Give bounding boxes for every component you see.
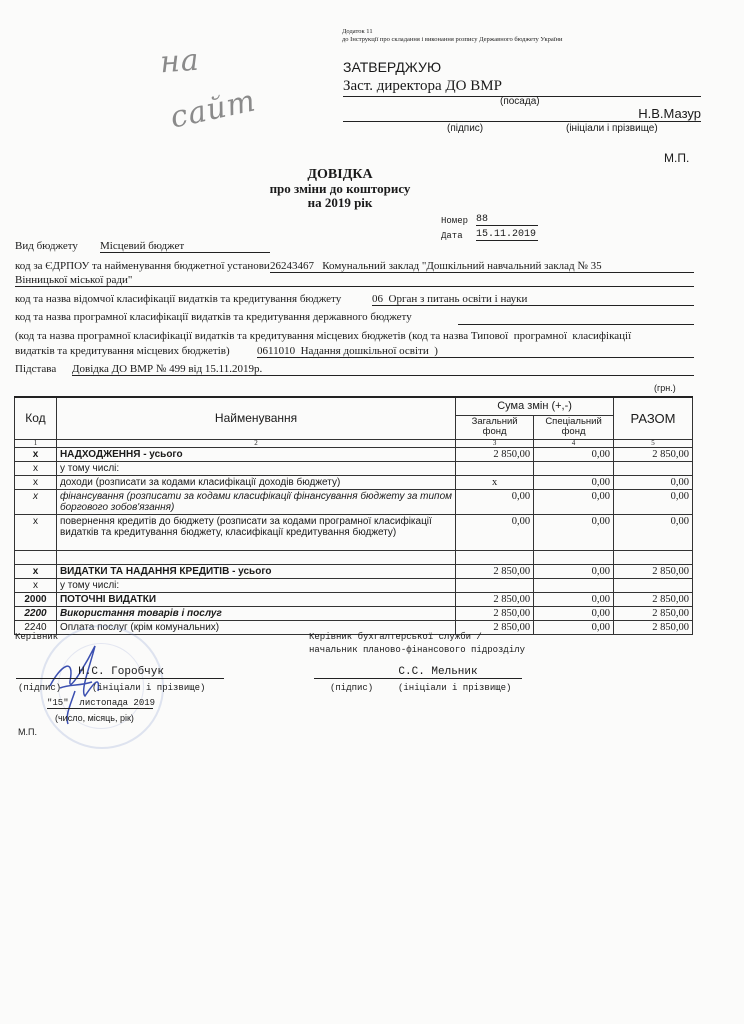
code-cell: х (15, 489, 57, 514)
head-name (16, 666, 224, 679)
handwritten-note-line1: на (158, 42, 201, 81)
special-fund-cell: 0,00 (534, 592, 614, 606)
name-cell: у тому числі: (56, 578, 455, 592)
general-fund-cell (456, 578, 534, 592)
accountant-name-text: С.С. Мельник (398, 666, 478, 678)
sign-date (47, 698, 156, 709)
changes-table (14, 396, 693, 635)
approval-name: Н.В.Мазур (343, 106, 701, 122)
special-fund-cell (534, 578, 614, 592)
total-cell: 0,00 (614, 475, 693, 489)
doc-number-label: Номер (441, 216, 469, 226)
code-cell: х (15, 578, 57, 592)
total-cell: 2 850,00 (614, 564, 693, 578)
general-fund-cell: 2 850,00 (456, 606, 534, 620)
special-fund-cell (534, 461, 614, 475)
budget-type-label: Вид бюджету (15, 240, 78, 252)
code-cell: 2240 (15, 620, 57, 634)
total-cell: 2 850,00 (614, 447, 693, 461)
total-cell (614, 461, 693, 475)
head-name-caption: (ініціали і прізвище) (92, 683, 206, 693)
header-special-fund: Спеціальний фонд (534, 415, 614, 439)
table-row (15, 489, 693, 514)
general-fund-cell: 2 850,00 (456, 447, 534, 461)
col-number: 2 (56, 439, 455, 447)
approval-name-caption: (ініціали і прізвище) (566, 123, 658, 134)
name-cell: у тому числі: (56, 461, 455, 475)
special-fund-cell: 0,00 (534, 447, 614, 461)
special-fund-cell (534, 550, 614, 564)
head-name-text: Н.С. Горобчук (78, 666, 164, 678)
currency-unit: (грн.) (654, 383, 676, 393)
header-code: Код (15, 397, 57, 439)
state-prog-label: код та назва програмної класифікації видатків та кредитування державного бюджету (15, 311, 412, 323)
name-cell: фінансування (розписати за кодами класифікації фінансування бюджету за типом боргового зобов'язання) (56, 489, 455, 514)
appendix-line2: до Інструкції про складання і виконання розпису Державного бюджету України (342, 36, 563, 43)
col-number: 5 (614, 439, 693, 447)
table-row (15, 592, 693, 606)
general-fund-cell: 2 850,00 (456, 592, 534, 606)
code-cell: 2200 (15, 606, 57, 620)
accountant-name-caption: (ініціали і прізвище) (398, 683, 512, 693)
approval-position-caption: (посада) (500, 96, 540, 107)
accountant-label-line2: начальник планово-фінансового підрозділу (309, 645, 526, 655)
basis-value: Довідка ДО ВМР № 499 від 15.11.2019р. (72, 363, 694, 376)
header-name: Найменування (56, 397, 455, 439)
local-prog-value: 0611010 Надання дошкільної освіти ) (257, 345, 694, 358)
table-row (15, 514, 693, 550)
name-cell: НАДХОДЖЕННЯ - усього (56, 447, 455, 461)
total-cell: 0,00 (614, 514, 693, 550)
appendix-note (342, 28, 563, 44)
code-cell: х (15, 461, 57, 475)
dept-class-value: 06 Орган з питань освіти і науки (372, 293, 694, 306)
general-fund-cell: 0,00 (456, 489, 534, 514)
approval-position: Заст. директора ДО ВМР (343, 78, 701, 97)
general-fund-cell: х (456, 475, 534, 489)
edrpou-label: код за ЄДРПОУ та найменування бюджетної установи (15, 260, 270, 272)
special-fund-cell: 0,00 (534, 489, 614, 514)
edrpou-value-line1: 26243467 Комунальний заклад "Дошкільний навчальний заклад № 35 (270, 260, 694, 273)
dept-class-label: код та назва відомчої класифікації видатків та кредитування бюджету (15, 293, 342, 305)
code-cell: х (15, 564, 57, 578)
accountant-label-line1: Керівник бухгалтерської служби / (309, 632, 482, 642)
col-number: 4 (534, 439, 614, 447)
document-year: на 2019 рік (307, 195, 373, 210)
sign-date-caption: (число, місяць, рік) (55, 713, 134, 723)
code-cell: х (15, 447, 57, 461)
accountant-signature-caption: (підпис) (330, 683, 374, 693)
head-signature-caption: (підпис) (18, 683, 62, 693)
col-number: 3 (456, 439, 534, 447)
general-fund-cell (456, 550, 534, 564)
sign-date-day: "15" (47, 698, 69, 708)
local-prog-label-line2: видатків та кредитування місцевих бюджетів) (15, 345, 230, 357)
doc-date: 15.11.2019 (476, 229, 537, 240)
name-cell: Оплата послуг (крім комунальних) (56, 620, 455, 634)
local-prog-label-line1: (код та назва програмної класифікації видатків та кредитування місцевих бюджетів (код та назва Типової програмної класифікації (15, 330, 632, 342)
name-cell (56, 550, 455, 564)
total-cell (614, 550, 693, 564)
document-title-block (240, 168, 440, 210)
approval-signature-caption: (підпис) (447, 123, 484, 134)
total-cell (614, 578, 693, 592)
name-cell: Використання товарів і послуг (56, 606, 455, 620)
total-cell: 2 850,00 (614, 592, 693, 606)
table-row (15, 461, 693, 475)
special-fund-cell: 0,00 (534, 620, 614, 634)
document-title: ДОВІДКА (307, 167, 373, 182)
sign-date-month-year: листопада 2019 (79, 698, 156, 708)
code-cell: х (15, 514, 57, 550)
general-fund-cell: 0,00 (456, 514, 534, 550)
special-fund-cell: 0,00 (534, 606, 614, 620)
accountant-name (314, 666, 522, 679)
approval-title: ЗАТВЕРДЖУЮ (343, 59, 442, 75)
edrpou-value-line2: Вінницької міської ради" (15, 274, 694, 287)
table-row (15, 564, 693, 578)
special-fund-cell: 0,00 (534, 514, 614, 550)
table-row (15, 606, 693, 620)
head-seal: М.П. (18, 727, 37, 737)
table-row (15, 550, 693, 564)
handwritten-note-line2: сайт (167, 83, 260, 136)
special-fund-cell: 0,00 (534, 475, 614, 489)
basis-label: Підстава (15, 363, 57, 375)
budget-type-value: Місцевий бюджет (100, 240, 270, 253)
header-sum-changes: Сума змін (+,-) (456, 397, 614, 415)
name-cell: повернення кредитів до бюджету (розписати за кодами програмної класифікації видатків та кредитування бюджету, класифікації кредитування бюджету) (56, 514, 455, 550)
total-cell: 0,00 (614, 489, 693, 514)
name-cell: ВИДАТКИ ТА НАДАННЯ КРЕДИТІВ - усього (56, 564, 455, 578)
name-cell: ПОТОЧНІ ВИДАТКИ (56, 592, 455, 606)
special-fund-cell: 0,00 (534, 564, 614, 578)
appendix-line1: Додаток 11 (342, 28, 373, 35)
doc-number: 88 (476, 214, 538, 226)
document-subtitle: про зміни до кошторису (269, 181, 411, 196)
code-cell: х (15, 475, 57, 489)
total-cell: 2 850,00 (614, 606, 693, 620)
total-cell: 2 850,00 (614, 620, 693, 634)
general-fund-cell: 2 850,00 (456, 564, 534, 578)
col-number: 1 (15, 439, 57, 447)
state-prog-value (458, 311, 694, 325)
header-general-fund: Загальний фонд (456, 415, 534, 439)
head-label: Керівник (15, 632, 59, 642)
general-fund-cell: 2 850,00 (456, 620, 534, 634)
table-row (15, 447, 693, 461)
header-total: РАЗОМ (614, 397, 693, 439)
code-cell (15, 550, 57, 564)
code-cell: 2000 (15, 592, 57, 606)
name-cell: доходи (розписати за кодами класифікації доходів бюджету) (56, 475, 455, 489)
approval-seal: М.П. (664, 151, 690, 165)
general-fund-cell (456, 461, 534, 475)
doc-date-label: Дата (441, 231, 463, 241)
table-row (15, 475, 693, 489)
table-row (15, 578, 693, 592)
